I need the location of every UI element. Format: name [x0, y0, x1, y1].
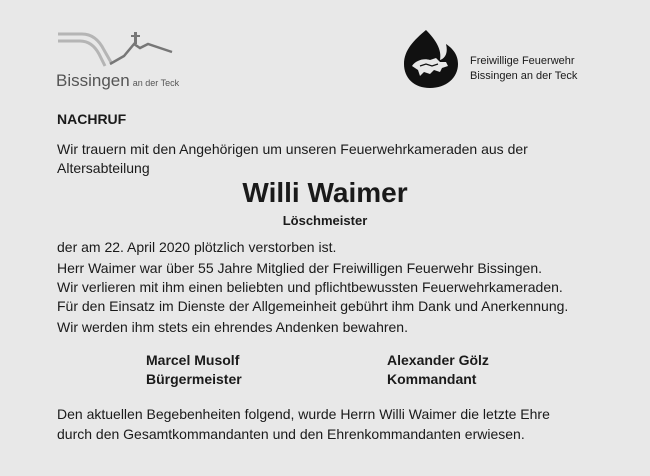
bissingen-logo — [52, 24, 192, 94]
signatory-name: Alexander Gölz — [387, 352, 489, 368]
footer-line-2: durch den Gesamtkommandanten und den Ehrenkommandanten erwiesen. — [57, 426, 525, 442]
body-line-4: Für den Einsatz im Dienste der Allgemeinheit gebührt ihm Dank und Anerkennung. — [57, 298, 569, 314]
intro-line-1: Wir trauern mit den Angehörigen um unseren Feuerwehrkameraden aus der — [57, 141, 528, 157]
intro-line-2: Altersabteilung — [57, 160, 150, 176]
deceased-rank: Löschmeister — [282, 213, 368, 228]
body-line-1: der am 22. April 2020 plötzlich verstorben ist. — [57, 239, 337, 255]
body-line-2: Herr Waimer war über 55 Jahre Mitglied der Freiwilligen Feuerwehr Bissingen. — [57, 260, 542, 276]
footer-line-1: Den aktuellen Begebenheiten folgend, wurde Herrn Willi Waimer die letzte Ehre — [57, 406, 550, 422]
body-line-3: Wir verlieren mit ihm einen beliebten und pflichtbewussten Feuerwehrkameraden. — [57, 279, 563, 295]
fire-brigade-name — [470, 54, 577, 84]
deceased-name: Willi Waimer — [242, 177, 408, 208]
body-line-5: Wir werden ihm stets ein ehrendes Andenken bewahren. — [57, 319, 408, 335]
bissingen-wordmark — [56, 71, 179, 91]
town-subtitle: an der Teck — [132, 78, 180, 88]
town-name: Bissingen — [56, 71, 130, 90]
org-line-1: Freiwillige Feuerwehr — [470, 55, 575, 67]
org-line-2: Bissingen an der Teck — [470, 70, 578, 82]
signatory-commander — [387, 351, 489, 389]
signatory-name: Marcel Musolf — [146, 352, 240, 368]
fire-brigade-logo — [396, 28, 596, 98]
flame-lion-icon — [396, 28, 468, 90]
nachruf-label: NACHRUF — [57, 111, 127, 127]
signatory-title: Bürgermeister — [146, 371, 242, 387]
bissingen-emblem-icon — [52, 24, 192, 72]
signatory-title: Kommandant — [387, 371, 477, 387]
signatory-mayor — [146, 351, 242, 389]
